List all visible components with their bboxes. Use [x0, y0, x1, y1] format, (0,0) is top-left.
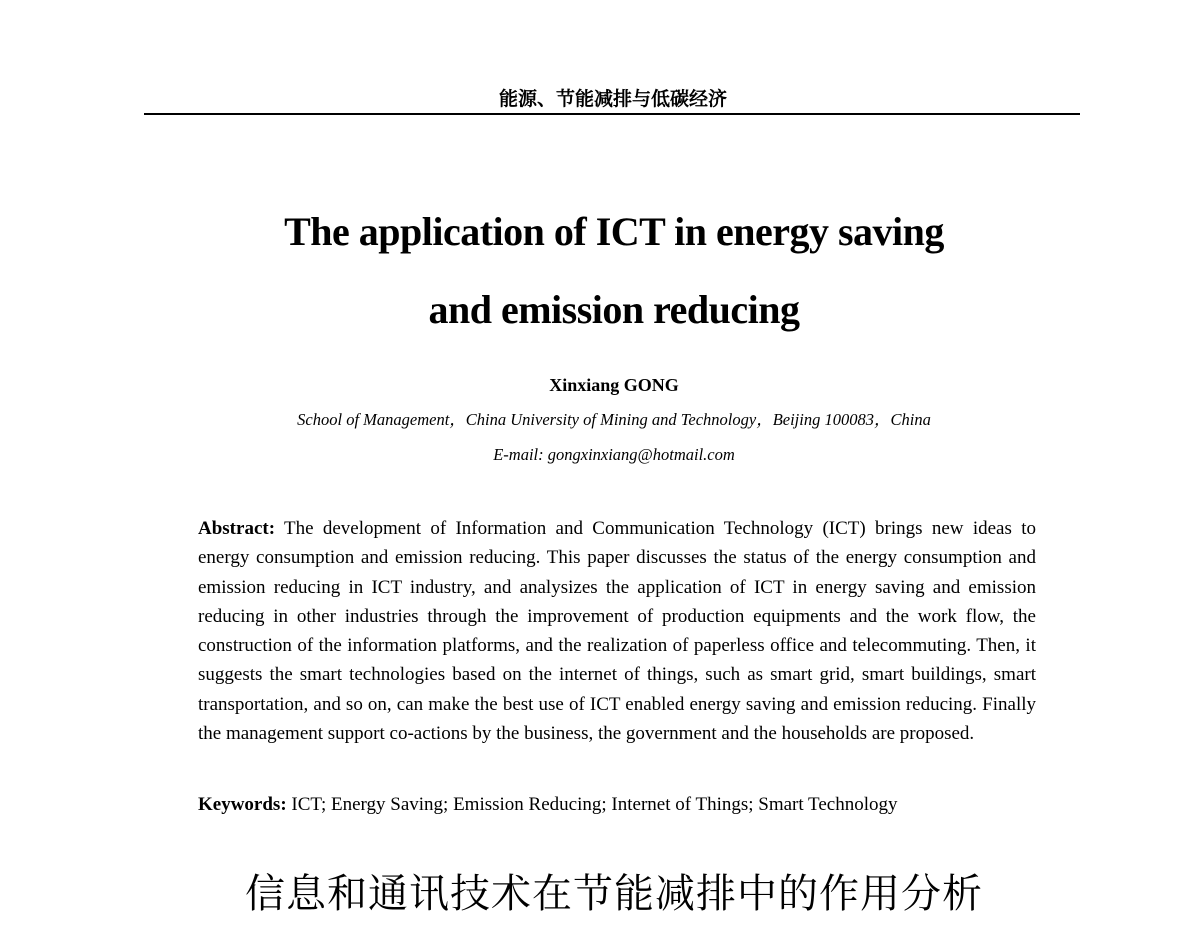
abstract-text: The development of Information and Communication Technology (ICT) brings new ideas to energy consumption and emission reducing. This paper discusses the status of the energy consumption and emission reducing in ICT industry, and analysizes the application of ICT in energy saving and emission reducing in other industries through the improvement of production equipments and the work flow, the construction of the information platforms, and the realization of paperless office and telecommuting. Then, it suggests the smart technologies based on the internet of things, such as smart grid, smart buildings, smart transportation, and so on, can make the best use of ICT enabled energy saving and emission reducing. Finally the management support co-actions by the business, the government and the households are proposed.	[198, 518, 1036, 745]
chinese-title: 信息和通讯技术在节能减排中的作用分析	[245, 871, 983, 917]
paper-title-line-2: and emission reducing	[428, 287, 800, 332]
header-rule	[144, 113, 1080, 115]
running-header: 能源、节能减排与低碳经济	[498, 88, 727, 110]
author-email: E-mail: gongxinxiang@hotmail.com	[493, 445, 735, 464]
paper-title	[0, 193, 1200, 349]
keywords	[198, 792, 1036, 818]
author-name: Xinxiang GONG	[549, 375, 679, 395]
keywords-text: ICT; Energy Saving; Emission Reducing; Internet of Things; Smart Technology	[291, 794, 898, 815]
author-affiliation: School of Management，China University of Mining and Technology，Beijing 100083，China	[297, 410, 931, 429]
keywords-label: Keywords:	[198, 794, 287, 815]
abstract-label: Abstract:	[198, 518, 276, 539]
abstract	[198, 514, 1036, 748]
paper-title-line-1: The application of ICT in energy saving	[284, 209, 944, 254]
